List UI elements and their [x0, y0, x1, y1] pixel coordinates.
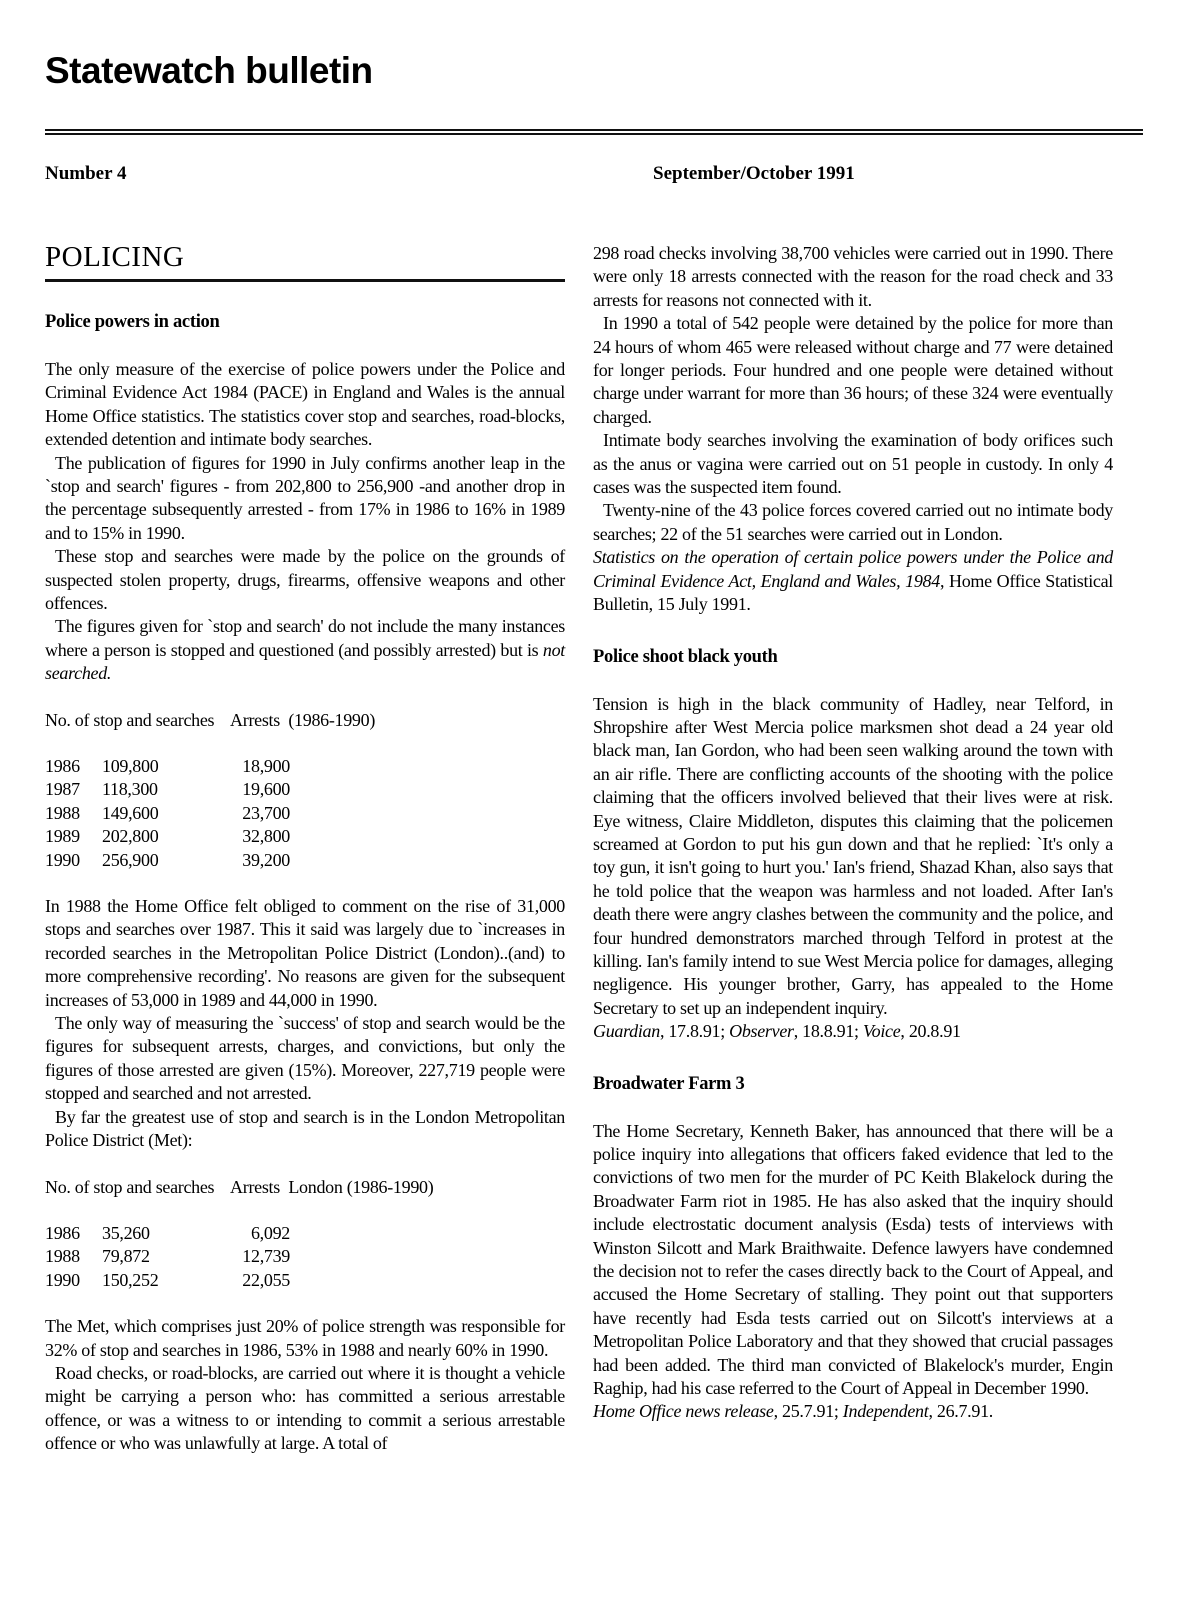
- paragraph: By far the greatest use of stop and search is in the London Metropolitan Police District (Met):: [45, 1106, 565, 1151]
- source-title-italic: Voice: [862, 1021, 901, 1042]
- paragraph: The Met, which comprises just 20% of police strength was responsible for 32% of stop and searches in 1986, 53% in 1988 and nearly 60% in 1990.: [45, 1316, 565, 1360]
- source-detail: , 20.8.91: [900, 1021, 961, 1042]
- cell-year: 1990: [45, 1269, 80, 1290]
- source-citation: [593, 1400, 1113, 1423]
- paragraph-text: The figures given for `stop and search' do not include the many instances where a person is stopped and questioned (and possibly arrested) but is: [45, 616, 565, 660]
- paragraph: 298 road checks involving 38,700 vehicles were carried out in 1990. There were only 18 arrests connected with the reason for the road check and 33 arrests for reasons not connected with it.: [593, 243, 1113, 310]
- cell-year: 1988: [45, 1246, 80, 1267]
- cell-searches: 202,800: [102, 826, 159, 847]
- source-citation: [593, 546, 1113, 616]
- table-header: No. of stop and searches Arrests London (1986-1990): [45, 1176, 434, 1197]
- source-title-italic: Guardian: [593, 1021, 660, 1042]
- stop-search-table-london: [45, 1176, 565, 1293]
- cell-arrests: 6,092: [250, 1222, 290, 1243]
- table-row: [45, 1245, 565, 1268]
- cell-searches: 35,260: [102, 1222, 150, 1243]
- paragraph: The Home Secretary, Kenneth Baker, has announced that there will be a police inquiry into allegations that officers faked evidence that led to the convictions of two men for the murder of PC Keith Blakelock during the Broadwater Farm riot in 1985. He has also asked that the inquiry should include electrostatic document analysis (Esda) tests of interviews with Winston Silcott and Mark Braithwaite. Defence lawyers have condemned the decision not to refer the cases directly back to the Court of Appeal, and accused the Home Secretary of stalling. They point out that supporters have recently had Esda tests carried out on Silcott's interviews at a Metropolitan Police Laboratory and that they showed that crucial passages had been added. The third man convicted of Blakelock's murder, Engin Raghip, had his case referred to the Court of Appeal in December 1990.: [593, 1120, 1113, 1399]
- cell-searches: 149,600: [102, 802, 159, 823]
- stop-search-table-national: [45, 709, 565, 872]
- table-row: [45, 1222, 565, 1245]
- paragraph-text-italic: not searched.: [45, 639, 565, 684]
- cell-year: 1987: [45, 779, 80, 800]
- paragraph: The only measure of the exercise of police powers under the Police and Criminal Evidence Act 1984 (PACE) in England and Wales is the annual Home Office statistics. The statistics cover stop and searches, road-blocks, extended detention and intimate body searches.: [45, 359, 565, 450]
- source-detail: , 17.8.91;: [659, 1021, 730, 1042]
- table-rows: [45, 755, 565, 872]
- cell-year: 1990: [45, 849, 80, 870]
- cell-searches: 79,872: [102, 1246, 150, 1267]
- cell-searches: 256,900: [102, 849, 159, 870]
- table-row: [45, 849, 565, 872]
- cell-arrests: 22,055: [242, 1269, 290, 1290]
- paragraph: [45, 615, 565, 685]
- section-policing-title: POLICING: [45, 242, 565, 282]
- table-row: [45, 825, 565, 848]
- paragraph: The only way of measuring the `success' of stop and search would be the figures for subsequent arrests, charges, and convictions, but only the figures of those arrested are given (15%). Moreover, 227,719 people were stopped and searched and not arrested.: [45, 1013, 565, 1104]
- paragraph: The publication of figures for 1990 in July confirms another leap in the `stop and search' figures - from 202,800 to 256,900 -and another drop in the percentage subsequently arrested - from 17% in 1986 to 16% in 1989 and to 15% in 1990.: [45, 452, 565, 543]
- source-title-italic: Home Office news release: [593, 1401, 774, 1422]
- paragraph: In 1988 the Home Office felt obliged to comment on the rise of 31,000 stops and searches over 1987. This it said was largely due to `increases in recorded searches in the Metropolitan Police District (London)..(and) to more comprehensive recording'. No reasons are given for the subsequent increases of 53,000 in 1989 and 44,000 in 1990.: [45, 896, 565, 1010]
- source-detail: , 26.7.91.: [928, 1401, 993, 1422]
- cell-searches: 118,300: [102, 779, 158, 800]
- cell-searches: 109,800: [102, 756, 159, 777]
- source-detail: , 25.7.91;: [773, 1401, 843, 1422]
- page-title: Statewatch bulletin: [45, 50, 373, 91]
- cell-arrests: 32,800: [242, 826, 290, 847]
- left-column: [45, 242, 565, 1456]
- cell-year: 1989: [45, 826, 80, 847]
- cell-year: 1988: [45, 802, 80, 823]
- source-title-italic: Observer: [729, 1021, 794, 1042]
- cell-year: 1986: [45, 756, 80, 777]
- table-row: [45, 778, 565, 801]
- right-column: [593, 242, 1113, 1456]
- issue-date: September/October 1991: [653, 163, 855, 184]
- paragraph: Intimate body searches involving the examination of body orifices such as the anus or vagina were carried out on 51 people in custody. In only 4 cases was the suspected item found.: [593, 430, 1113, 498]
- issue-row: [45, 163, 1143, 187]
- paragraph: In 1990 a total of 542 people were detained by the police for more than 24 hours of whom 465 were released without charge and 77 were detained for longer periods. Four hundred and one people were detained without charge under warrant for more than 36 hours; of these 324 were eventually charged.: [593, 313, 1113, 427]
- cell-arrests: 23,700: [242, 802, 290, 823]
- source-detail: , 18.8.91;: [793, 1021, 863, 1042]
- paragraph: Road checks, or road-blocks, are carried out where it is thought a vehicle might be carrying a person who: has committed a serious arrestable offence, or was a witness to or intending to commit a serious arrestable offence or who was unlawfully at large. A total of: [45, 1362, 565, 1454]
- table-header: No. of stop and searches Arrests (1986-1990): [45, 709, 376, 730]
- table-row: [45, 755, 565, 778]
- source-citation: [593, 1020, 1113, 1043]
- cell-year: 1986: [45, 1222, 80, 1243]
- table-row: [45, 802, 565, 825]
- table-rows: [45, 1222, 565, 1292]
- cell-arrests: 19,600: [242, 779, 290, 800]
- source-title-italic: Statistics on the operation of certain police powers under the Police and Criminal Evidence Act, England and Wales, 1984: [593, 547, 1113, 591]
- cell-searches: 150,252: [102, 1269, 159, 1290]
- article1-heading: Police powers in action: [45, 312, 220, 332]
- table-row: [45, 1269, 565, 1292]
- cell-arrests: 18,900: [242, 756, 290, 777]
- source-detail: , Home Office Statistical Bulletin, 15 July 1991.: [593, 570, 1113, 615]
- issue-number: Number 4: [45, 163, 127, 184]
- bulletin-page: [45, 0, 1143, 1456]
- paragraph: Tension is high in the black community of Hadley, near Telford, in Shropshire after West Mercia police marksmen shot dead a 24 year old black man, Ian Gordon, who had been seen walking around the town with an air rifle. There are conflicting accounts of the shooting with the police claiming that the officers involved believed that their lives were at risk. Eye witness, Claire Middleton, disputes this claiming that the policemen screamed at Gordon to put his gun down and that he replied: `It's only a toy gun, it isn't going to hurt you.' Ian's friend, Shazad Khan, also says that he told police that the weapon was harmless and not loaded. After Ian's death there were angry clashes between the community and the police, and four hundred demonstrators marched through Telford in protest at the killing. Ian's family intend to sue West Mercia police for damages, alleging negligence. His younger brother, Garry, has appealed to the Home Secretary to set up an independent inquiry.: [593, 693, 1113, 1018]
- cell-arrests: 12,739: [242, 1246, 290, 1267]
- paragraph: These stop and searches were made by the police on the grounds of suspected stolen property, drugs, firearms, offensive weapons and other offences.: [45, 546, 565, 614]
- content-columns: [45, 242, 1143, 1456]
- article2-heading: Police shoot black youth: [593, 646, 778, 667]
- cell-arrests: 39,200: [242, 849, 290, 870]
- article3-heading: Broadwater Farm 3: [593, 1073, 745, 1094]
- header-divider: [45, 129, 1143, 135]
- paragraph: Twenty-nine of the 43 police forces covered carried out no intimate body searches; 22 of the 51 searches were carried out in London.: [593, 500, 1113, 544]
- source-title-italic: Independent: [842, 1401, 929, 1422]
